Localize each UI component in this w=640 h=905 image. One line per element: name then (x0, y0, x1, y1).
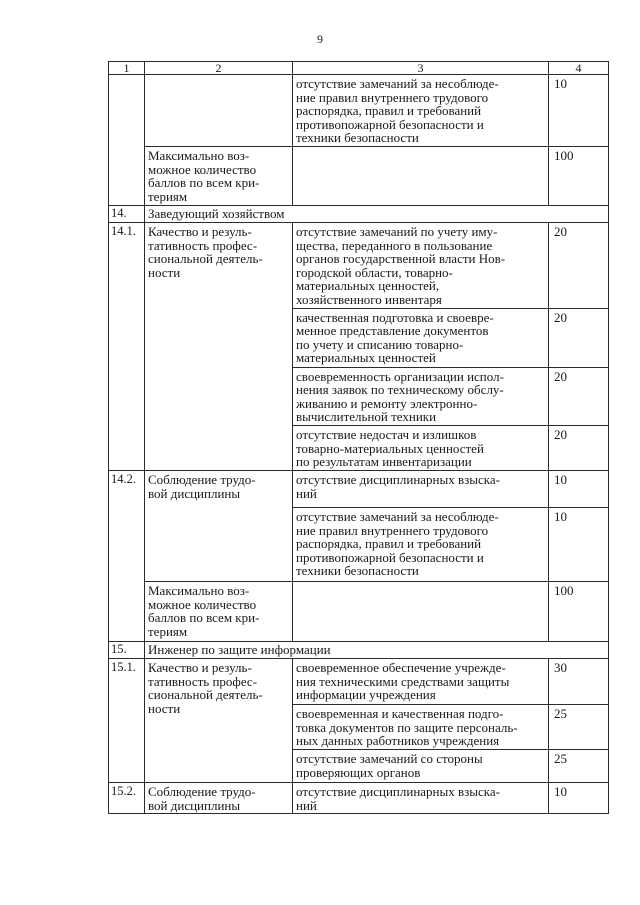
indicator-cell: своевременность организации испол- нения заявок по техническому обслу- живанию и ремонту электронно- вычислительной техники (293, 367, 549, 425)
table-row (109, 75, 609, 147)
section-row (109, 205, 609, 222)
indicator-cell: отсутствие замечаний по учету иму- щества, переданного в пользование органов государственной власти Нов- городской области, товарно- материальных ценностей, хозяйственного инвентаря (293, 222, 549, 308)
item-number: 14.2. (109, 470, 145, 641)
indicator-cell: своевременная и качественная подго- товка документов по защите персональ- ных данных работников учреждения (293, 704, 549, 749)
table-row (109, 782, 609, 813)
indicator-cell: качественная подготовка и своевре- менное представление документов по учету и списанию товарно- материальных ценностей (293, 308, 549, 367)
criterion-cell (145, 75, 293, 147)
indicator-cell: отсутствие замечаний за несоблюде- ние правил внутреннего трудового распорядка, правил и требований противопожарной безопасности и техники безопасности (293, 507, 549, 581)
criterion-cell: Качество и резуль- тативность профес- сиональной деятель- ности (145, 222, 293, 470)
criterion-cell: Соблюдение трудо- вой дисциплины (145, 782, 293, 813)
indicator-cell: отсутствие недостач и излишков товарно-материальных ценностей по результатам инвентаризации (293, 425, 549, 470)
section-title: Инженер по защите информации (145, 641, 609, 658)
points-cell: 20 (549, 308, 609, 367)
section-number: 15. (109, 641, 145, 658)
item-number: 15.1. (109, 658, 145, 782)
item-number: 14.1. (109, 222, 145, 470)
indicator-cell: своевременное обеспечение учрежде- ния техническими средствами защиты информации учреждения (293, 658, 549, 704)
max-score-label: Максимально воз- можное количество баллов по всем кри- териям (145, 581, 293, 641)
max-score-value: 100 (549, 581, 609, 641)
table-header-row (109, 62, 609, 75)
points-cell: 30 (549, 658, 609, 704)
table-row (109, 222, 609, 308)
section-number: 14. (109, 205, 145, 222)
page-number: 9 (317, 32, 323, 46)
criteria-table (108, 61, 609, 814)
item-number: 15.2. (109, 782, 145, 813)
table-row (109, 581, 609, 641)
table-row (109, 658, 609, 704)
points-cell: 10 (549, 507, 609, 581)
indicator-cell: отсутствие дисциплинарных взыска- ний (293, 782, 549, 813)
criterion-cell: Качество и резуль- тативность профес- сиональной деятель- ности (145, 658, 293, 782)
section-title: Заведующий хозяйством (145, 205, 609, 222)
max-score-label: Максимально воз- можное количество баллов по всем кри- териям (145, 146, 293, 205)
points-cell: 25 (549, 704, 609, 749)
points-cell: 25 (549, 749, 609, 782)
points-cell: 20 (549, 222, 609, 308)
points-cell: 10 (549, 75, 609, 147)
section-row (109, 641, 609, 658)
indicator-cell: отсутствие дисциплинарных взыска- ний (293, 470, 549, 507)
column-number-4: 4 (549, 62, 609, 75)
table-row (109, 470, 609, 507)
indicator-cell (293, 146, 549, 205)
points-cell: 20 (549, 367, 609, 425)
item-number (109, 75, 145, 206)
table-row (109, 146, 609, 205)
indicator-cell (293, 581, 549, 641)
points-cell: 20 (549, 425, 609, 470)
column-number-3: 3 (293, 62, 549, 75)
max-score-value: 100 (549, 146, 609, 205)
points-cell: 10 (549, 782, 609, 813)
column-number-1: 1 (109, 62, 145, 75)
criterion-cell: Соблюдение трудо- вой дисциплины (145, 470, 293, 581)
column-number-2: 2 (145, 62, 293, 75)
indicator-cell: отсутствие замечаний со стороны проверяющих органов (293, 749, 549, 782)
points-cell: 10 (549, 470, 609, 507)
indicator-cell: отсутствие замечаний за несоблюде- ние правил внутреннего трудового распорядка, правил и требований противопожарной безопасности и техники безопасности (293, 75, 549, 147)
